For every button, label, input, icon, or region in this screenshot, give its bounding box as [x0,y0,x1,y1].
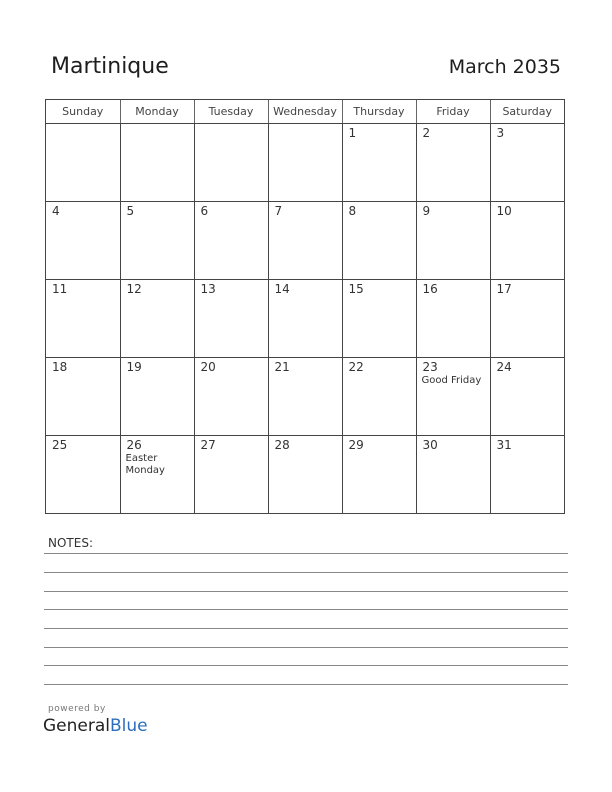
day-number: 27 [200,438,216,452]
day-cell [268,358,342,436]
day-cell [416,358,490,436]
day-cell [490,358,564,436]
weekday-thursday: Thursday [342,100,416,124]
note-line [44,553,568,554]
week-row [46,358,564,436]
week-row [46,436,564,514]
day-cell [490,124,564,202]
week-row [46,124,564,202]
day-number: 1 [348,126,357,140]
holiday-label-good-friday: Good Friday [421,375,482,386]
day-cell [268,280,342,358]
day-number: 9 [422,204,431,218]
day-number: 28 [274,438,290,452]
note-line [44,609,568,610]
weekday-wednesday: Wednesday [268,100,342,124]
day-cell [46,436,120,514]
calendar-title: Martinique [51,54,169,79]
note-line [44,628,568,629]
week-row [46,202,564,280]
notes-label: NOTES: [48,536,93,550]
day-number: 13 [200,282,216,296]
weekday-tuesday: Tuesday [194,100,268,124]
day-number: 26 [126,438,142,452]
day-cell [194,436,268,514]
day-number [121,124,194,126]
day-number [46,124,120,126]
day-number [195,124,268,126]
powered-by-label: powered by [48,704,106,714]
calendar-grid [45,99,565,514]
day-cell [194,358,268,436]
day-number: 17 [496,282,512,296]
weekday-saturday: Saturday [490,100,564,124]
day-cell [268,202,342,280]
day-number: 18 [52,360,68,374]
day-cell [268,436,342,514]
day-cell [490,280,564,358]
day-number: 31 [496,438,512,452]
day-cell [268,124,342,202]
calendar-month: March 2035 [448,56,561,78]
day-cell [416,202,490,280]
day-cell [490,202,564,280]
day-number: 16 [422,282,438,296]
day-cell [120,358,194,436]
day-number: 12 [126,282,142,296]
day-cell [342,358,416,436]
brand-logo [43,716,148,736]
day-number: 15 [348,282,364,296]
day-number: 8 [348,204,357,218]
day-cell [46,280,120,358]
day-cell [120,436,194,514]
note-line [44,591,568,592]
day-cell [342,124,416,202]
weekday-friday: Friday [416,100,490,124]
day-number: 20 [200,360,216,374]
day-number: 19 [126,360,142,374]
brand-name-blue: Blue [110,716,148,736]
day-cell [416,280,490,358]
day-number: 22 [348,360,364,374]
day-cell [120,124,194,202]
day-cell [416,124,490,202]
day-cell [120,202,194,280]
day-cell [342,280,416,358]
day-cell [416,436,490,514]
note-line [44,647,568,648]
week-row [46,280,564,358]
day-number: 14 [274,282,290,296]
day-number: 10 [496,204,512,218]
day-cell [490,436,564,514]
day-number: 21 [274,360,290,374]
day-cell [120,280,194,358]
day-cell [194,202,268,280]
holiday-label-easter-monday: Easter Monday [125,453,165,476]
day-number: 25 [52,438,68,452]
day-number: 3 [496,126,505,140]
day-number: 2 [422,126,431,140]
weekday-sunday: Sunday [46,100,120,124]
day-number: 11 [52,282,68,296]
day-number: 6 [200,204,209,218]
day-cell [194,280,268,358]
day-number [269,124,342,126]
day-number: 24 [496,360,512,374]
weekday-monday: Monday [120,100,194,124]
day-number: 5 [126,204,135,218]
note-line [44,572,568,573]
day-cell [194,124,268,202]
day-number: 30 [422,438,438,452]
day-cell [46,202,120,280]
weekday-header-row [46,100,564,124]
day-number: 4 [52,204,60,218]
day-cell [46,358,120,436]
day-number: 29 [348,438,364,452]
brand-name-general: General [43,716,110,736]
day-cell [342,436,416,514]
day-number: 23 [422,360,438,374]
note-line [44,684,568,685]
day-cell [46,124,120,202]
day-number: 7 [274,204,283,218]
day-cell [342,202,416,280]
note-line [44,665,568,666]
